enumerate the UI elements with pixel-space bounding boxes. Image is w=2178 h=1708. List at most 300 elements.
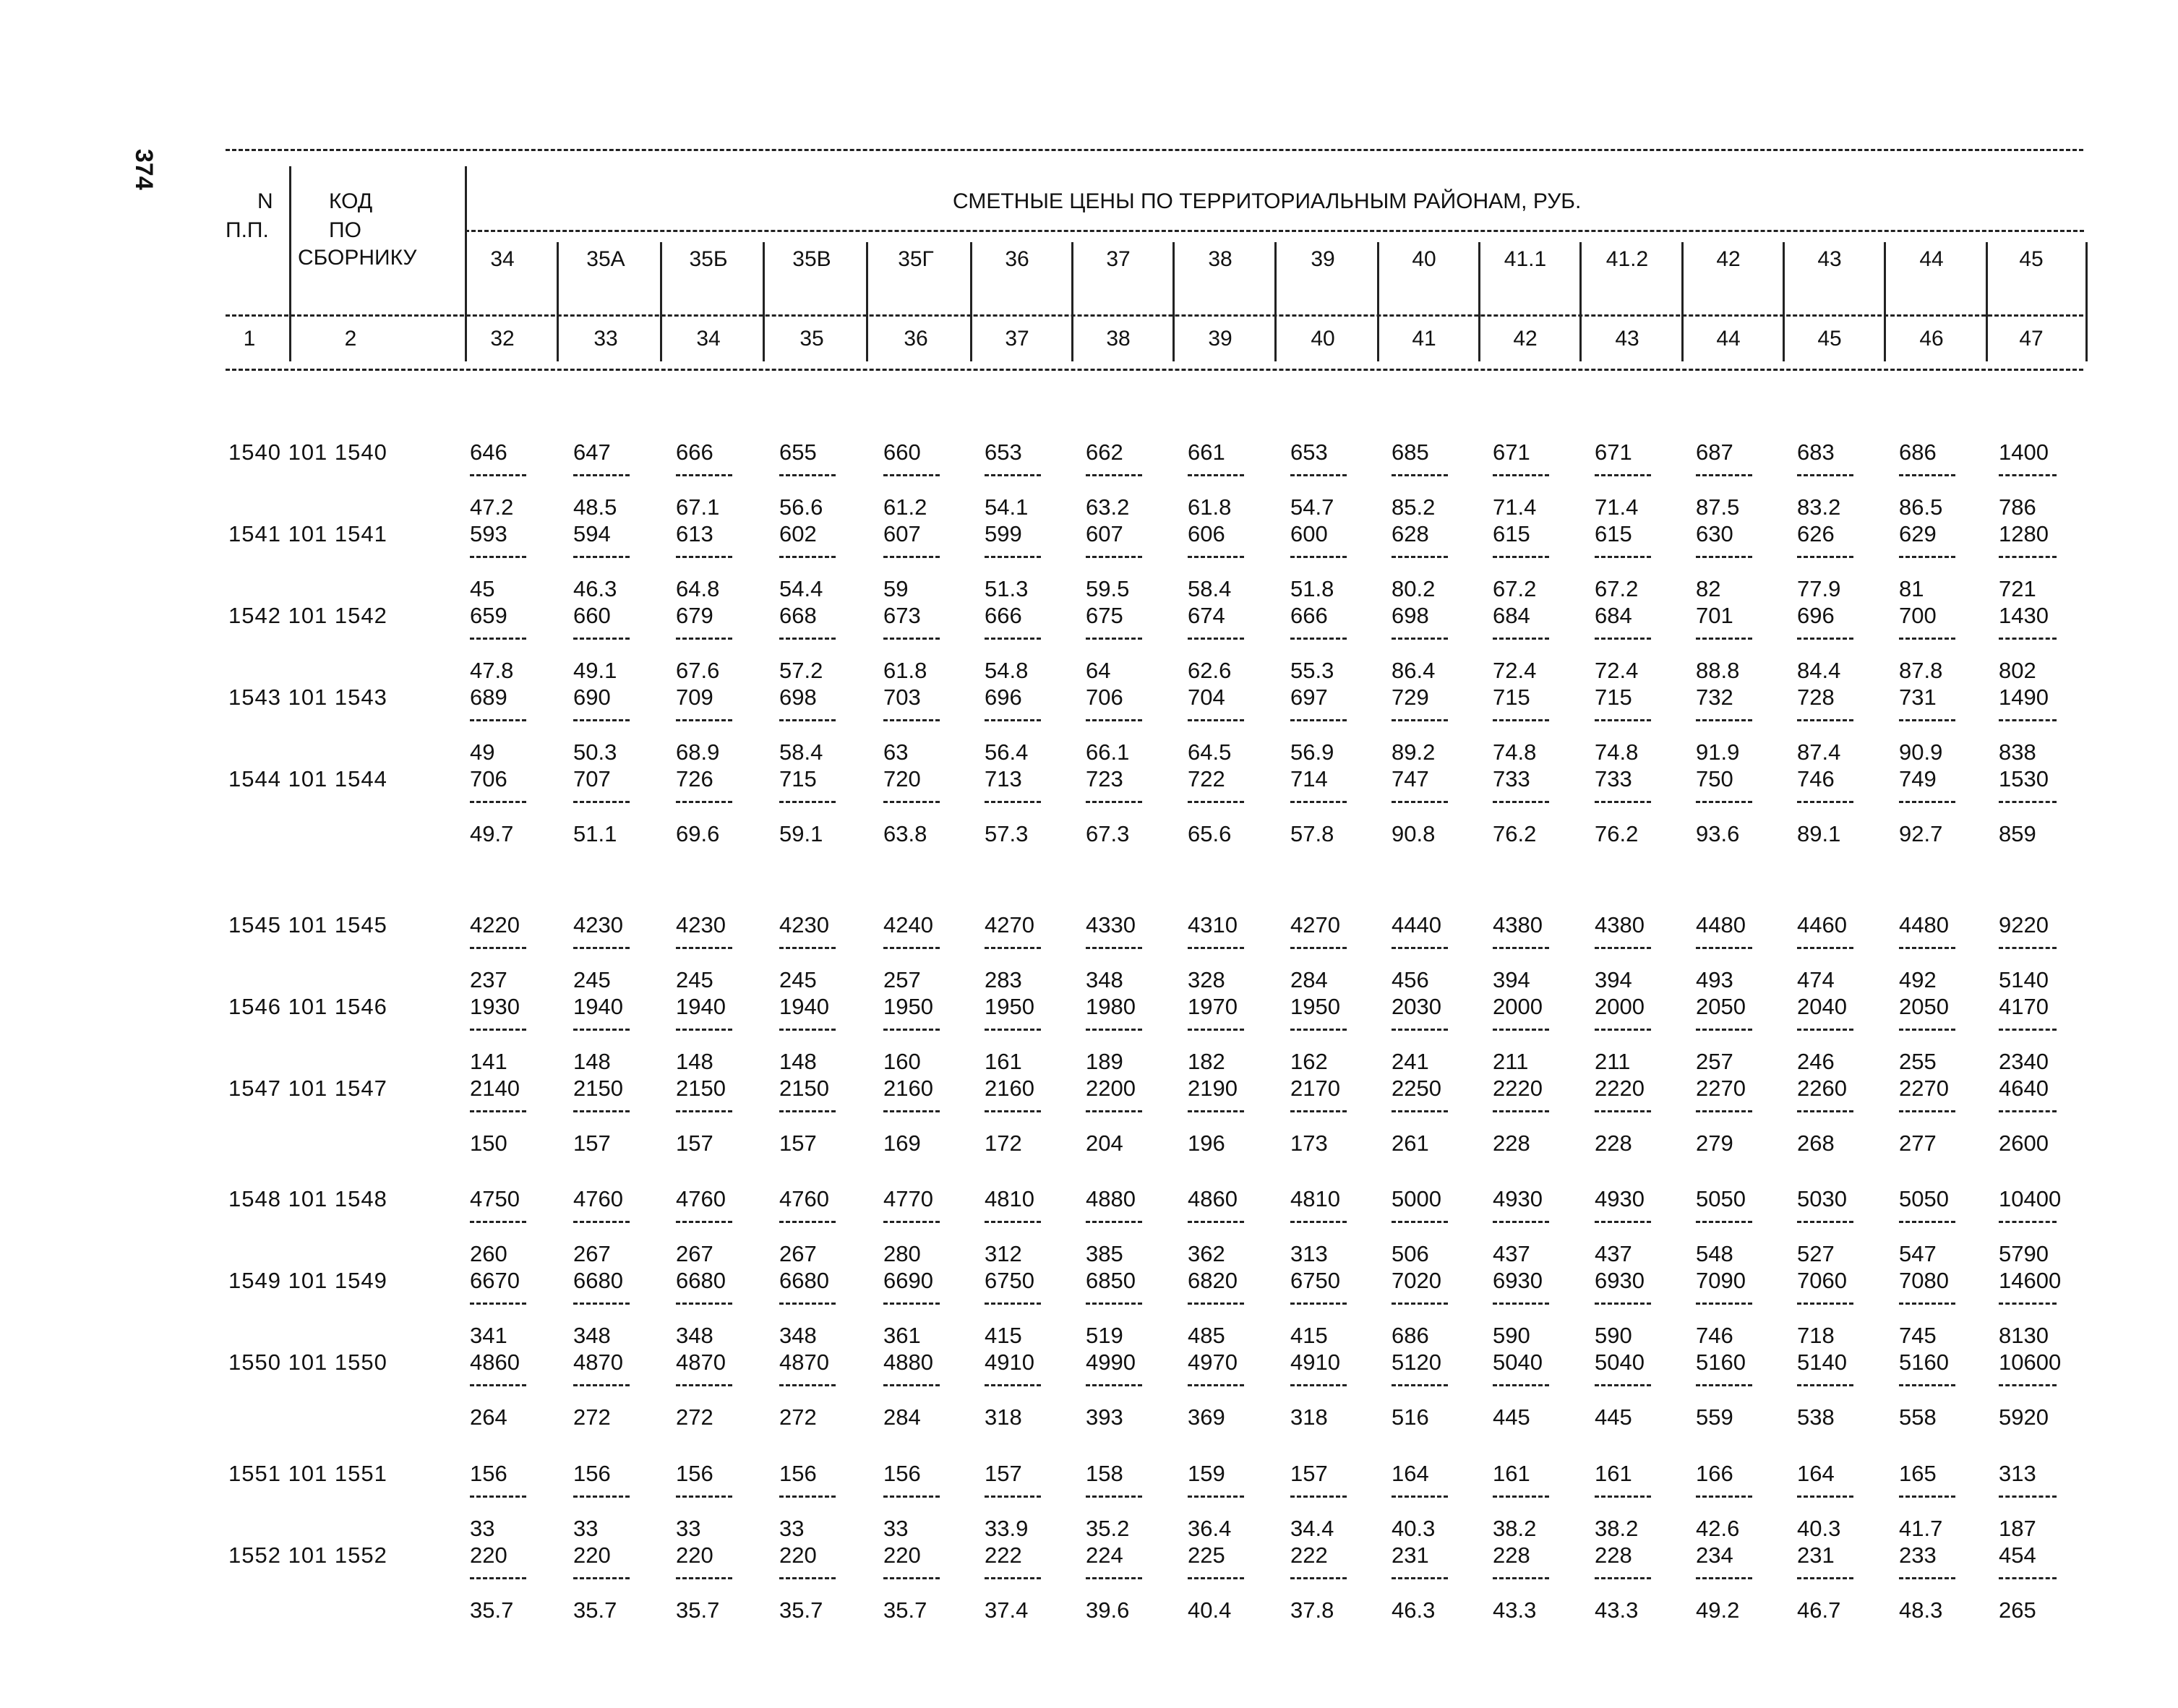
price-top: 4760 bbox=[676, 1186, 726, 1211]
price-bottom: 54.8 bbox=[985, 658, 1029, 683]
price-top: 156 bbox=[883, 1461, 921, 1486]
price-top: 2260 bbox=[1797, 1076, 1847, 1101]
fraction-line bbox=[1290, 719, 1347, 721]
price-bottom: 264 bbox=[470, 1404, 507, 1430]
price-bottom: 277 bbox=[1899, 1130, 1937, 1156]
fraction-line bbox=[1899, 801, 1955, 803]
region-col-10: 40 bbox=[1412, 247, 1436, 271]
price-bottom: 182 bbox=[1188, 1049, 1225, 1074]
price-top: 655 bbox=[779, 439, 817, 465]
fraction-line bbox=[676, 801, 732, 803]
price-bottom: 59.5 bbox=[1086, 576, 1130, 601]
fraction-line bbox=[676, 1110, 732, 1112]
fraction-line bbox=[1595, 801, 1651, 803]
fraction-line bbox=[1086, 1029, 1142, 1031]
price-top: 5040 bbox=[1595, 1349, 1645, 1375]
price-bottom: 348 bbox=[676, 1323, 713, 1348]
index-col-13: 42 bbox=[1513, 327, 1538, 351]
fraction-line bbox=[1290, 1029, 1347, 1031]
price-bottom: 56.4 bbox=[985, 739, 1029, 765]
price-bottom: 169 bbox=[883, 1130, 921, 1156]
price-bottom: 280 bbox=[883, 1241, 921, 1266]
row-code: 1547 101 1547 bbox=[228, 1076, 387, 1101]
price-bottom: 42.6 bbox=[1696, 1516, 1740, 1541]
fraction-line bbox=[1899, 947, 1955, 949]
row-code: 1548 101 1548 bbox=[228, 1186, 387, 1211]
price-top: 707 bbox=[573, 766, 611, 791]
fraction-line bbox=[573, 801, 630, 803]
price-bottom: 50.3 bbox=[573, 739, 617, 765]
price-bottom: 63 bbox=[883, 739, 909, 765]
price-bottom: 43.3 bbox=[1595, 1597, 1639, 1623]
fraction-line bbox=[779, 1303, 836, 1305]
fraction-line bbox=[883, 1221, 940, 1223]
price-top: 4810 bbox=[985, 1186, 1034, 1211]
fraction-line bbox=[1595, 1029, 1651, 1031]
price-top: 4770 bbox=[883, 1186, 933, 1211]
fraction-line bbox=[1797, 1495, 1853, 1498]
fraction-line bbox=[1899, 1221, 1955, 1223]
fraction-line bbox=[1493, 1384, 1549, 1386]
price-top: 233 bbox=[1899, 1542, 1937, 1568]
price-bottom: 46.3 bbox=[573, 576, 617, 601]
price-top: 690 bbox=[573, 685, 611, 710]
price-top: 4810 bbox=[1290, 1186, 1340, 1211]
price-bottom: 211 bbox=[1493, 1049, 1529, 1074]
price-top: 4270 bbox=[1290, 912, 1340, 937]
price-top: 715 bbox=[1595, 685, 1632, 710]
price-bottom: 267 bbox=[573, 1241, 611, 1266]
price-top: 4870 bbox=[676, 1349, 726, 1375]
price-bottom: 39.6 bbox=[1086, 1597, 1130, 1623]
header-bottom-rule bbox=[226, 369, 2083, 371]
price-top: 685 bbox=[1392, 439, 1429, 465]
fraction-line bbox=[779, 1384, 836, 1386]
price-top: 6850 bbox=[1086, 1268, 1136, 1293]
fraction-line bbox=[676, 1495, 732, 1498]
price-bottom: 189 bbox=[1086, 1049, 1123, 1074]
price-bottom: 49 bbox=[470, 739, 495, 765]
price-bottom: 33 bbox=[573, 1516, 599, 1541]
row-code: 1543 101 1543 bbox=[228, 685, 387, 710]
fraction-line bbox=[1290, 556, 1347, 558]
region-col-15: 44 bbox=[1919, 247, 1944, 271]
price-top: 7060 bbox=[1797, 1268, 1847, 1293]
region-col-8: 38 bbox=[1208, 247, 1232, 271]
price-bottom: 82 bbox=[1696, 576, 1721, 601]
price-top: 602 bbox=[779, 521, 817, 546]
region-col-9: 39 bbox=[1311, 247, 1335, 271]
price-bottom: 283 bbox=[985, 967, 1022, 992]
fraction-line bbox=[1493, 719, 1549, 721]
price-top: 156 bbox=[676, 1461, 713, 1486]
price-top: 5050 bbox=[1696, 1186, 1746, 1211]
price-bottom: 38.2 bbox=[1493, 1516, 1537, 1541]
price-bottom: 67.1 bbox=[676, 494, 720, 520]
region-divider bbox=[1579, 242, 1582, 361]
price-top: 157 bbox=[985, 1461, 1022, 1486]
price-bottom: 257 bbox=[1696, 1049, 1733, 1074]
price-bottom: 64.5 bbox=[1188, 739, 1232, 765]
price-bottom: 516 bbox=[1392, 1404, 1429, 1430]
price-bottom: 237 bbox=[470, 967, 507, 992]
fraction-line bbox=[1188, 1495, 1244, 1498]
fraction-line bbox=[1493, 947, 1549, 949]
price-bottom: 437 bbox=[1595, 1241, 1632, 1266]
fraction-line bbox=[573, 1221, 630, 1223]
price-bottom: 89.2 bbox=[1392, 739, 1436, 765]
region-divider bbox=[763, 242, 765, 361]
price-bottom: 5790 bbox=[1999, 1241, 2049, 1266]
price-bottom: 318 bbox=[1290, 1404, 1328, 1430]
price-bottom: 474 bbox=[1797, 967, 1835, 992]
index-col-14: 43 bbox=[1615, 327, 1639, 351]
price-bottom: 71.4 bbox=[1493, 494, 1537, 520]
price-top: 6750 bbox=[985, 1268, 1034, 1293]
price-top: 4240 bbox=[883, 912, 933, 937]
price-top: 2220 bbox=[1493, 1076, 1543, 1101]
price-top: 687 bbox=[1696, 439, 1733, 465]
price-bottom: 51.8 bbox=[1290, 576, 1334, 601]
price-top: 684 bbox=[1493, 603, 1530, 628]
price-bottom: 245 bbox=[676, 967, 713, 992]
fraction-line bbox=[883, 474, 940, 476]
price-top: 220 bbox=[676, 1542, 713, 1568]
price-bottom: 261 bbox=[1392, 1130, 1429, 1156]
price-bottom: 361 bbox=[883, 1323, 921, 1348]
fraction-line bbox=[1290, 947, 1347, 949]
price-top: 2160 bbox=[883, 1076, 933, 1101]
fraction-line bbox=[1999, 474, 2057, 476]
price-bottom: 173 bbox=[1290, 1130, 1328, 1156]
price-top: 1950 bbox=[883, 994, 933, 1019]
fraction-line bbox=[1188, 947, 1244, 949]
fraction-line bbox=[883, 1495, 940, 1498]
fraction-line bbox=[1797, 801, 1853, 803]
price-top: 732 bbox=[1696, 685, 1733, 710]
price-top: 10400 bbox=[1999, 1186, 2062, 1211]
price-top: 728 bbox=[1797, 685, 1835, 710]
price-top: 2250 bbox=[1392, 1076, 1441, 1101]
price-bottom: 456 bbox=[1392, 967, 1429, 992]
price-bottom: 67.6 bbox=[676, 658, 720, 683]
price-bottom: 72.4 bbox=[1493, 658, 1537, 683]
price-bottom: 35.2 bbox=[1086, 1516, 1130, 1541]
fraction-line bbox=[1595, 1577, 1651, 1579]
price-bottom: 51.1 bbox=[573, 821, 617, 846]
fraction-line bbox=[1899, 474, 1955, 476]
fraction-line bbox=[676, 1384, 732, 1386]
price-top: 726 bbox=[676, 766, 713, 791]
price-top: 4750 bbox=[470, 1186, 520, 1211]
region-col-6: 36 bbox=[1005, 247, 1029, 271]
price-top: 698 bbox=[779, 685, 817, 710]
fraction-line bbox=[1086, 947, 1142, 949]
price-top: 2200 bbox=[1086, 1076, 1136, 1101]
price-bottom: 87.8 bbox=[1899, 658, 1943, 683]
price-bottom: 245 bbox=[573, 967, 611, 992]
row-code: 1551 101 1551 bbox=[228, 1461, 387, 1486]
price-bottom: 686 bbox=[1392, 1323, 1429, 1348]
price-bottom: 172 bbox=[985, 1130, 1022, 1156]
price-top: 7080 bbox=[1899, 1268, 1949, 1293]
price-bottom: 63.8 bbox=[883, 821, 927, 846]
price-top: 14600 bbox=[1999, 1268, 2062, 1293]
price-bottom: 228 bbox=[1595, 1130, 1632, 1156]
fraction-line bbox=[1999, 719, 2057, 721]
price-bottom: 54.1 bbox=[985, 494, 1029, 520]
price-bottom: 362 bbox=[1188, 1241, 1225, 1266]
fraction-line bbox=[1696, 1221, 1752, 1223]
fraction-line bbox=[1392, 638, 1448, 640]
price-top: 679 bbox=[676, 603, 713, 628]
price-top: 600 bbox=[1290, 521, 1328, 546]
fraction-line bbox=[1493, 1221, 1549, 1223]
region-divider bbox=[1681, 242, 1684, 361]
price-bottom: 48.5 bbox=[573, 494, 617, 520]
price-top: 228 bbox=[1493, 1542, 1530, 1568]
price-bottom: 157 bbox=[779, 1130, 817, 1156]
price-bottom: 90.8 bbox=[1392, 821, 1436, 846]
price-top: 704 bbox=[1188, 685, 1225, 710]
header-title: СМЕТНЫЕ ЦЕНЫ ПО ТЕРРИТОРИАЛЬНЫМ РАЙОНАМ, РУБ. bbox=[953, 189, 1582, 213]
fraction-line bbox=[573, 638, 630, 640]
fraction-line bbox=[573, 1110, 630, 1112]
price-top: 4380 bbox=[1493, 912, 1543, 937]
price-top: 671 bbox=[1493, 439, 1530, 465]
price-bottom: 492 bbox=[1899, 967, 1937, 992]
index-col-5: 34 bbox=[696, 327, 721, 351]
fraction-line bbox=[1493, 1029, 1549, 1031]
price-bottom: 160 bbox=[883, 1049, 921, 1074]
price-bottom: 61.8 bbox=[883, 658, 927, 683]
price-bottom: 68.9 bbox=[676, 739, 720, 765]
price-bottom: 5140 bbox=[1999, 967, 2049, 992]
fraction-line bbox=[1696, 1577, 1752, 1579]
fraction-line bbox=[985, 1029, 1041, 1031]
price-top: 5160 bbox=[1899, 1349, 1949, 1375]
price-top: 224 bbox=[1086, 1542, 1123, 1568]
price-top: 715 bbox=[1493, 685, 1530, 710]
price-bottom: 35.7 bbox=[573, 1597, 617, 1623]
price-top: 668 bbox=[779, 603, 817, 628]
price-bottom: 86.5 bbox=[1899, 494, 1943, 520]
price-top: 5140 bbox=[1797, 1349, 1847, 1375]
fraction-line bbox=[1188, 474, 1244, 476]
price-top: 6690 bbox=[883, 1268, 933, 1293]
price-top: 1530 bbox=[1999, 766, 2049, 791]
price-bottom: 77.9 bbox=[1797, 576, 1841, 601]
fraction-line bbox=[1595, 556, 1651, 558]
region-col-14: 43 bbox=[1817, 247, 1842, 271]
fraction-line bbox=[1086, 801, 1142, 803]
price-top: 706 bbox=[1086, 685, 1123, 710]
price-top: 231 bbox=[1392, 1542, 1429, 1568]
price-bottom: 313 bbox=[1290, 1241, 1328, 1266]
fraction-line bbox=[985, 1221, 1041, 1223]
fraction-line bbox=[676, 474, 732, 476]
price-top: 696 bbox=[985, 685, 1022, 710]
fraction-line bbox=[779, 556, 836, 558]
fraction-line bbox=[1595, 474, 1651, 476]
price-top: 1490 bbox=[1999, 685, 2049, 710]
price-top: 4990 bbox=[1086, 1349, 1136, 1375]
fraction-line bbox=[676, 1577, 732, 1579]
index-col-6: 35 bbox=[799, 327, 824, 351]
fraction-line bbox=[1899, 1384, 1955, 1386]
fraction-line bbox=[1290, 1384, 1347, 1386]
price-bottom: 328 bbox=[1188, 967, 1225, 992]
fraction-line bbox=[1595, 638, 1651, 640]
fraction-line bbox=[1188, 1221, 1244, 1223]
price-top: 4860 bbox=[1188, 1186, 1238, 1211]
index-col-12: 41 bbox=[1412, 327, 1436, 351]
price-top: 715 bbox=[779, 766, 817, 791]
fraction-line bbox=[1493, 638, 1549, 640]
region-divider bbox=[1274, 242, 1277, 361]
price-bottom: 85.2 bbox=[1392, 494, 1436, 520]
price-top: 706 bbox=[470, 766, 507, 791]
price-bottom: 148 bbox=[573, 1049, 611, 1074]
fraction-line bbox=[573, 1303, 630, 1305]
fraction-line bbox=[883, 1303, 940, 1305]
fraction-line bbox=[985, 638, 1041, 640]
fraction-line bbox=[1188, 1384, 1244, 1386]
price-top: 6680 bbox=[676, 1268, 726, 1293]
price-top: 158 bbox=[1086, 1461, 1123, 1486]
price-top: 5030 bbox=[1797, 1186, 1847, 1211]
header-code-1: КОД bbox=[329, 189, 373, 213]
fraction-line bbox=[883, 947, 940, 949]
fraction-line bbox=[1392, 1029, 1448, 1031]
price-bottom: 35.7 bbox=[676, 1597, 720, 1623]
price-top: 646 bbox=[470, 439, 507, 465]
fraction-line bbox=[1899, 638, 1955, 640]
price-bottom: 35.7 bbox=[883, 1597, 927, 1623]
fraction-line bbox=[1899, 1495, 1955, 1498]
fraction-line bbox=[1696, 1384, 1752, 1386]
price-top: 749 bbox=[1899, 766, 1937, 791]
fraction-line bbox=[985, 1495, 1041, 1498]
price-top: 2170 bbox=[1290, 1076, 1340, 1101]
price-top: 6930 bbox=[1493, 1268, 1543, 1293]
price-top: 220 bbox=[779, 1542, 817, 1568]
price-bottom: 57.2 bbox=[779, 658, 823, 683]
price-top: 607 bbox=[1086, 521, 1123, 546]
price-top: 4930 bbox=[1493, 1186, 1543, 1211]
price-top: 701 bbox=[1696, 603, 1733, 628]
price-bottom: 58.4 bbox=[779, 739, 823, 765]
fraction-line bbox=[985, 556, 1041, 558]
price-top: 4760 bbox=[779, 1186, 829, 1211]
price-bottom: 63.2 bbox=[1086, 494, 1130, 520]
price-bottom: 93.6 bbox=[1696, 821, 1740, 846]
price-top: 2150 bbox=[573, 1076, 623, 1101]
price-bottom: 257 bbox=[883, 967, 921, 992]
row-code: 1544 101 1544 bbox=[228, 766, 387, 791]
price-top: 594 bbox=[573, 521, 611, 546]
fraction-line bbox=[1595, 947, 1651, 949]
fraction-line bbox=[676, 1303, 732, 1305]
fraction-line bbox=[1595, 719, 1651, 721]
price-bottom: 369 bbox=[1188, 1404, 1225, 1430]
fraction-line bbox=[779, 1495, 836, 1498]
price-top: 4220 bbox=[470, 912, 520, 937]
price-top: 607 bbox=[883, 521, 921, 546]
price-bottom: 268 bbox=[1797, 1130, 1835, 1156]
index-col-7: 36 bbox=[904, 327, 928, 351]
price-bottom: 267 bbox=[779, 1241, 817, 1266]
fraction-line bbox=[1188, 556, 1244, 558]
fraction-line bbox=[573, 474, 630, 476]
price-bottom: 506 bbox=[1392, 1241, 1429, 1266]
price-bottom: 348 bbox=[779, 1323, 817, 1348]
fraction-line bbox=[573, 556, 630, 558]
price-bottom: 312 bbox=[985, 1241, 1022, 1266]
price-bottom: 5920 bbox=[1999, 1404, 2049, 1430]
price-top: 4910 bbox=[1290, 1349, 1340, 1375]
price-top: 606 bbox=[1188, 521, 1225, 546]
price-top: 593 bbox=[470, 521, 507, 546]
price-bottom: 415 bbox=[985, 1323, 1022, 1348]
price-top: 5040 bbox=[1493, 1349, 1543, 1375]
fraction-line bbox=[573, 947, 630, 949]
region-divider bbox=[660, 242, 662, 361]
fraction-line bbox=[1392, 947, 1448, 949]
price-bottom: 65.6 bbox=[1188, 821, 1232, 846]
price-top: 225 bbox=[1188, 1542, 1225, 1568]
fraction-line bbox=[1086, 474, 1142, 476]
price-bottom: 272 bbox=[573, 1404, 611, 1430]
price-bottom: 241 bbox=[1392, 1049, 1429, 1074]
fraction-line bbox=[779, 1029, 836, 1031]
price-bottom: 437 bbox=[1493, 1241, 1530, 1266]
price-top: 697 bbox=[1290, 685, 1328, 710]
fraction-line bbox=[1595, 1221, 1651, 1223]
price-bottom: 348 bbox=[573, 1323, 611, 1348]
fraction-line bbox=[1493, 1577, 1549, 1579]
price-top: 673 bbox=[883, 603, 921, 628]
region-divider bbox=[1884, 242, 1886, 361]
price-bottom: 59.1 bbox=[779, 821, 823, 846]
fraction-line bbox=[779, 638, 836, 640]
fraction-line bbox=[1086, 1384, 1142, 1386]
header-top-rule bbox=[226, 149, 2083, 151]
price-top: 2160 bbox=[985, 1076, 1034, 1101]
price-top: 666 bbox=[676, 439, 713, 465]
price-bottom: 279 bbox=[1696, 1130, 1733, 1156]
price-top: 660 bbox=[883, 439, 921, 465]
price-bottom: 802 bbox=[1999, 658, 2036, 683]
price-bottom: 527 bbox=[1797, 1241, 1835, 1266]
price-top: 2270 bbox=[1696, 1076, 1746, 1101]
fraction-line bbox=[1899, 1303, 1955, 1305]
price-bottom: 57.3 bbox=[985, 821, 1029, 846]
price-top: 5160 bbox=[1696, 1349, 1746, 1375]
price-bottom: 83.2 bbox=[1797, 494, 1841, 520]
header-code-2: ПО bbox=[329, 218, 361, 242]
price-bottom: 394 bbox=[1595, 967, 1632, 992]
fraction-line bbox=[1595, 1110, 1651, 1112]
fraction-line bbox=[1290, 474, 1347, 476]
region-divider bbox=[1986, 242, 1988, 361]
price-bottom: 76.2 bbox=[1493, 821, 1537, 846]
price-top: 1940 bbox=[573, 994, 623, 1019]
price-bottom: 394 bbox=[1493, 967, 1530, 992]
fraction-line bbox=[779, 1221, 836, 1223]
price-bottom: 859 bbox=[1999, 821, 2036, 846]
fraction-line bbox=[883, 801, 940, 803]
